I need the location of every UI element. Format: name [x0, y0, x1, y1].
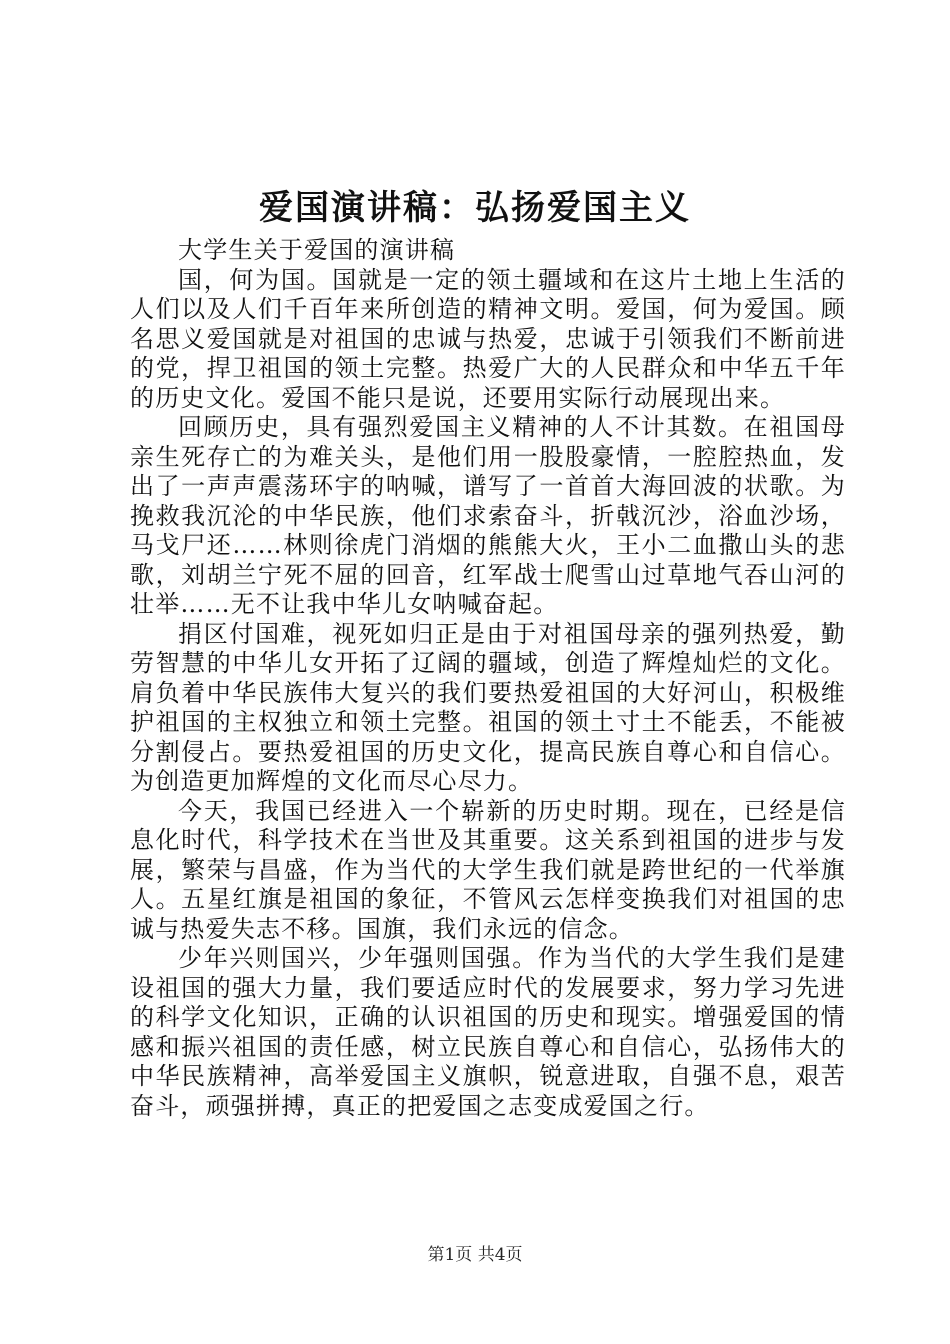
paragraph-3: 捐区付国难，视死如归正是由于对祖国母亲的强列热爱，勤劳智慧的中华儿女开拓了辽阔的疆域，创造了辉煌灿烂的文化。肩负着中华民族伟大复兴的我们要热爱祖国的大好河山，积极维护祖国的主权独立和领土完整。祖国的领土寸土不能丢，不能被分割侵占。要热爱祖国的历史文化，提高民族自尊心和自信心。为创造更加辉煌的文化而尽心尽力。 [130, 619, 846, 795]
paragraph-5: 少年兴则国兴，少年强则国强。作为当代的大学生我们是建设祖国的强大力量，我们要适应时代的发展要求，努力学习先进的科学文化知识，正确的认识祖国的历史和现实。增强爱国的情感和振兴祖国的责任感，树立民族自尊心和自信心，弘扬伟大的中华民族精神，高举爱国主义旗帜，锐意进取，自强不息，艰苦奋斗，顽强拼搏，真正的把爱国之志变成爱国之行。 [130, 944, 846, 1120]
document-body [130, 236, 846, 1121]
paragraph-1: 国，何为国。国就是一定的领土疆域和在这片土地上生活的人们以及人们千百年来所创造的精神文明。爱国，何为爱国。顾名思义爱国就是对祖国的忠诚与热爱，忠诚于引领我们不断前进的党，捍卫祖国的领土完整。热爱广大的人民群众和中华五千年的历史文化。爱国不能只是说，还要用实际行动展现出来。 [130, 265, 846, 412]
document-title: 爱国演讲稿：弘扬爱国主义 [259, 188, 691, 228]
document-subtitle: 大学生关于爱国的演讲稿 [178, 236, 456, 264]
page-number-footer: 第1页 共4页 [427, 1245, 523, 1265]
paragraph-2: 回顾历史，具有强烈爱国主义精神的人不计其数。在祖国母亲生死存亡的为难关头，是他们用一股股豪情，一腔腔热血，发出了一声声震荡环宇的呐喊，谱写了一首首大海回波的状歌。为挽救我沉沦的中华民族，他们求索奋斗，折戟沉沙，浴血沙场，马戈尸还……林则徐虎门消烟的熊熊大火，王小二血撒山头的悲歌，刘胡兰宁死不屈的回音，红军战士爬雪山过草地气吞山河的壮举……无不让我中华儿女呐喊奋起。 [130, 413, 846, 618]
paragraph-4: 今天，我国已经进入一个崭新的历史时期。现在，已经是信息化时代，科学技术在当世及其重要。这关系到祖国的进步与发展，繁荣与昌盛，作为当代的大学生我们就是跨世纪的一代举旗人。五星红旗是祖国的象征，不管风云怎样变换我们对祖国的忠诚与热爱失志不移。国旗，我们永远的信念。 [130, 796, 846, 943]
